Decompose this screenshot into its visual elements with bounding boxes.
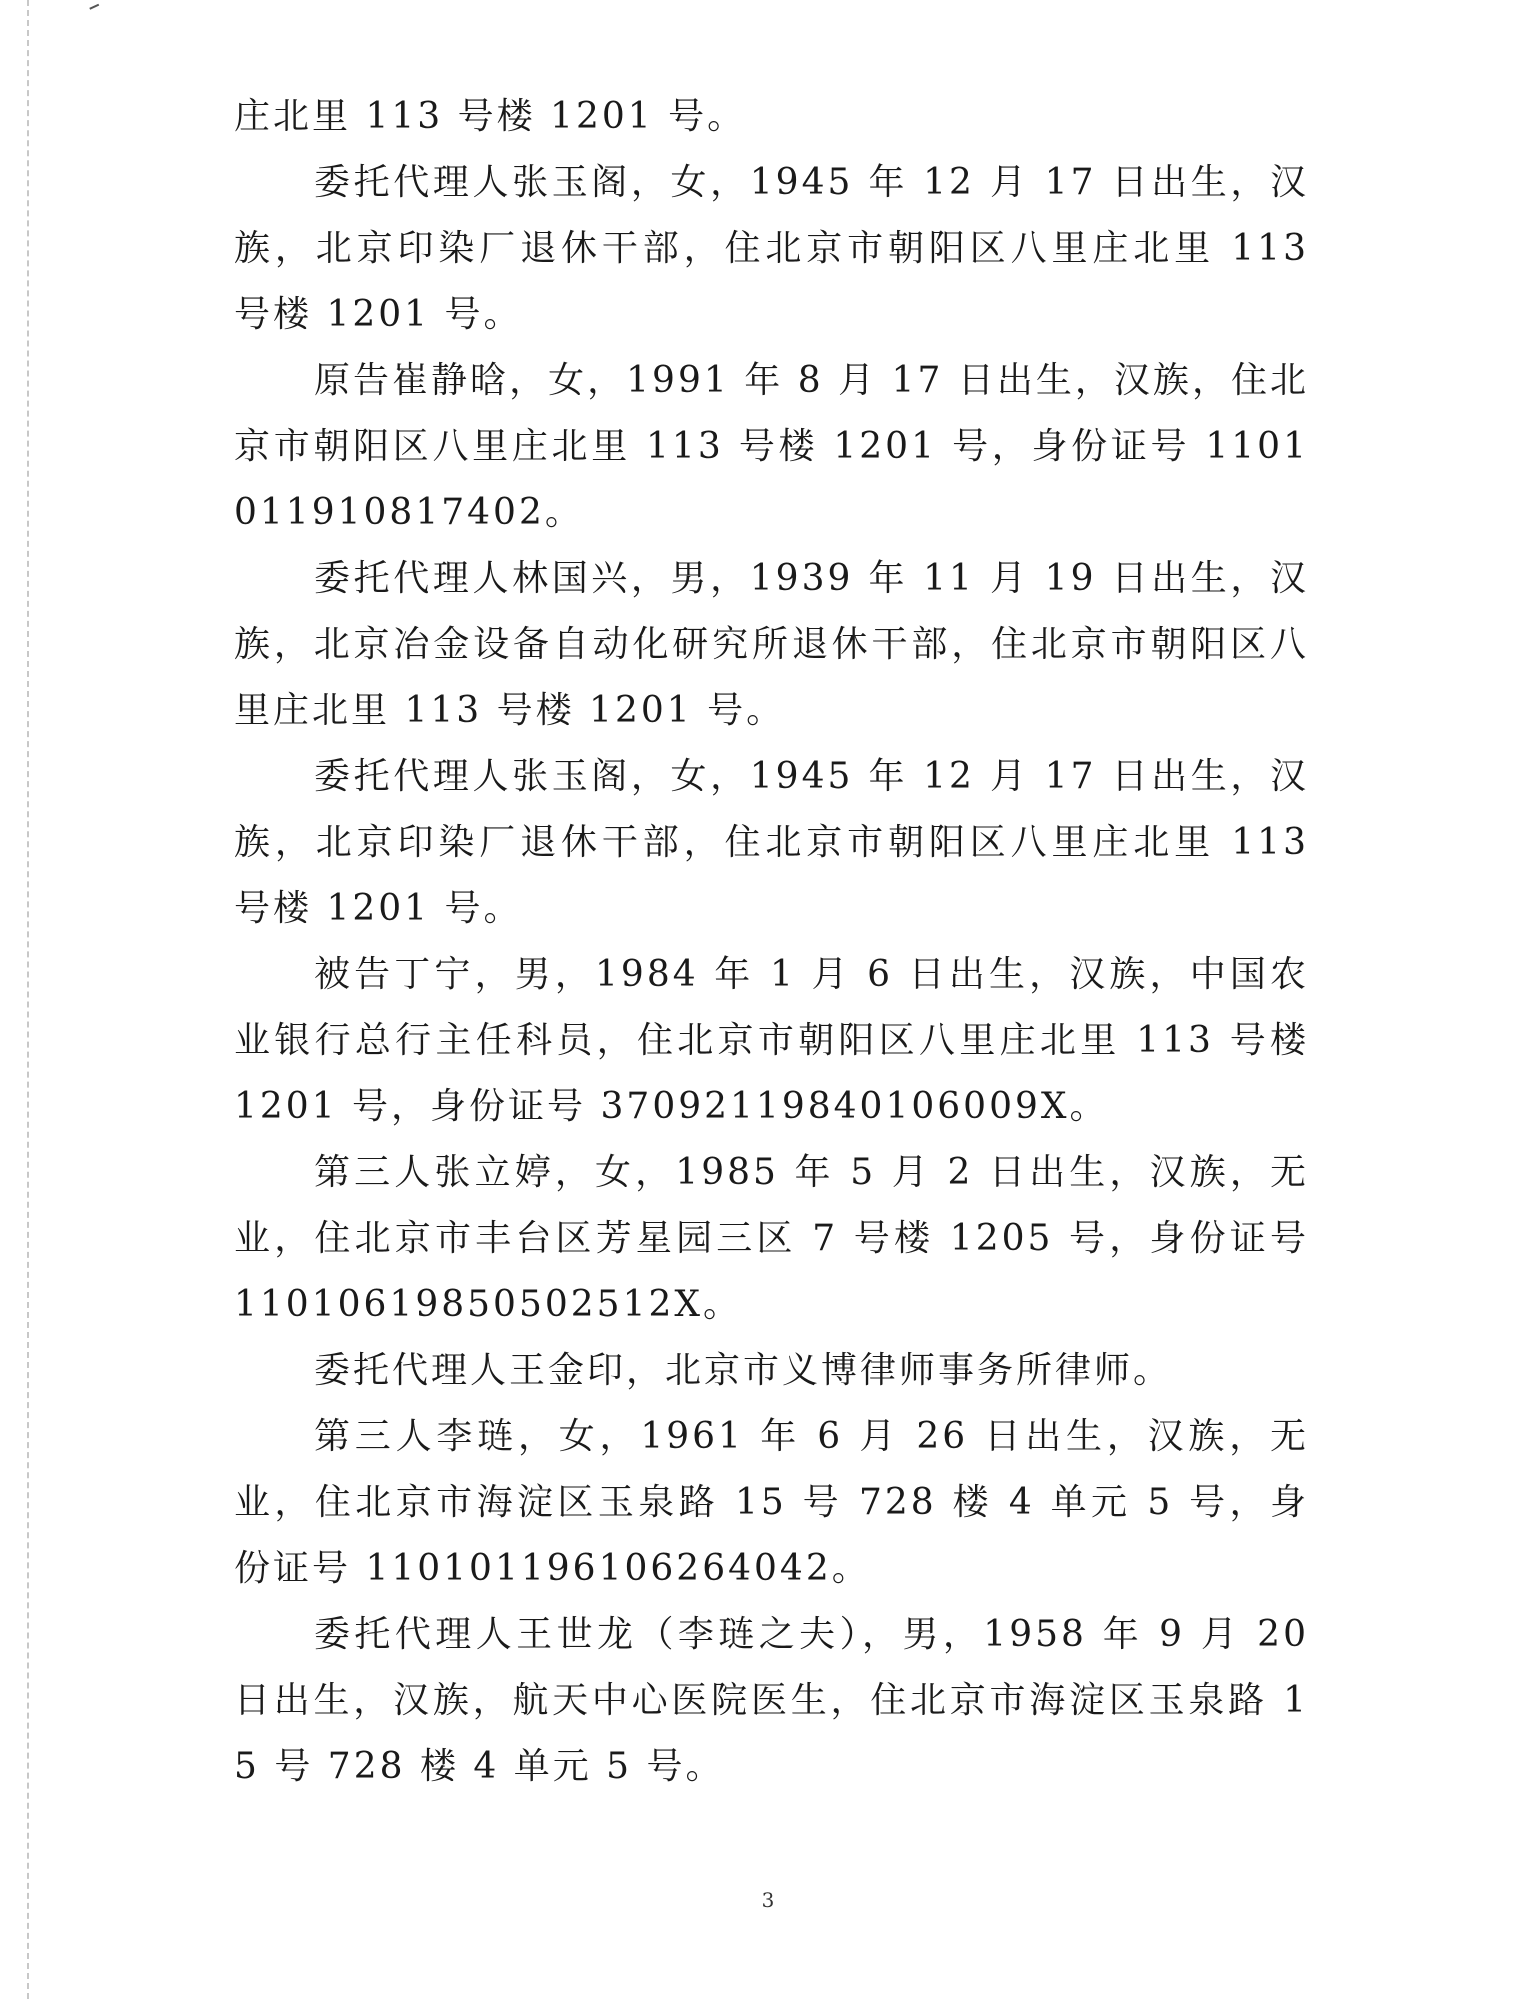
paragraph-agent-zhang-yuge-1: 委托代理人张玉阁，女，1945 年 12 月 17 日出生，汉族，北京印染厂退休干部，住北京市朝阳区八里庄北里 113 号楼 1201 号。 <box>234 162 1309 335</box>
page-number: 3 <box>761 1888 775 1912</box>
paragraph-third-party-zhang-liting: 第三人张立婷，女，1985 年 5 月 2 日出生，汉族，无业，住北京市丰台区芳星园三区 7 号楼 1205 号，身份证号 11010619850502512X。 <box>234 1152 1309 1325</box>
paragraph-agent-zhang-yuge-2: 委托代理人张玉阁，女，1945 年 12 月 17 日出生，汉族，北京印染厂退休干部，住北京市朝阳区八里庄北里 113 号楼 1201 号。 <box>234 756 1309 929</box>
paragraph-defendant-ding-ning: 被告丁宁，男，1984 年 1 月 6 日出生，汉族，中国农业银行总行主任科员，住北京市朝阳区八里庄北里 113 号楼 1201 号，身份证号 37092119840106009X。 <box>234 954 1309 1127</box>
paragraph-plaintiff-cui-jinghan: 原告崔静晗，女，1991 年 8 月 17 日出生，汉族，住北京市朝阳区八里庄北里 113 号楼 1201 号，身份证号 1101011910817402。 <box>234 360 1309 533</box>
paragraph-agent-wang-jinyin: 委托代理人王金印，北京市义博律师事务所律师。 <box>314 1350 1173 1391</box>
binding-perforation-line <box>27 0 29 1999</box>
paragraph-third-party-li-lian: 第三人李琏，女，1961 年 6 月 26 日出生，汉族，无业，住北京市海淀区玉泉路 15 号 728 楼 4 单元 5 号，身份证号 110101196106264042。 <box>234 1416 1309 1589</box>
paragraph-agent-wang-shilong: 委托代理人王世龙（李琏之夫），男，1958 年 9 月 20 日出生，汉族，航天中心医院医生，住北京市海淀区玉泉路 15 号 728 楼 4 单元 5 号。 <box>234 1614 1309 1787</box>
scan-mark <box>87 0 99 10</box>
document-body <box>234 84 1309 1800</box>
paragraph-address-continuation: 庄北里 113 号楼 1201 号。 <box>234 96 747 137</box>
paragraph-agent-lin-guoxing: 委托代理人林国兴，男，1939 年 11 月 19 日出生，汉族，北京冶金设备自动化研究所退休干部，住北京市朝阳区八里庄北里 113 号楼 1201 号。 <box>234 558 1309 731</box>
